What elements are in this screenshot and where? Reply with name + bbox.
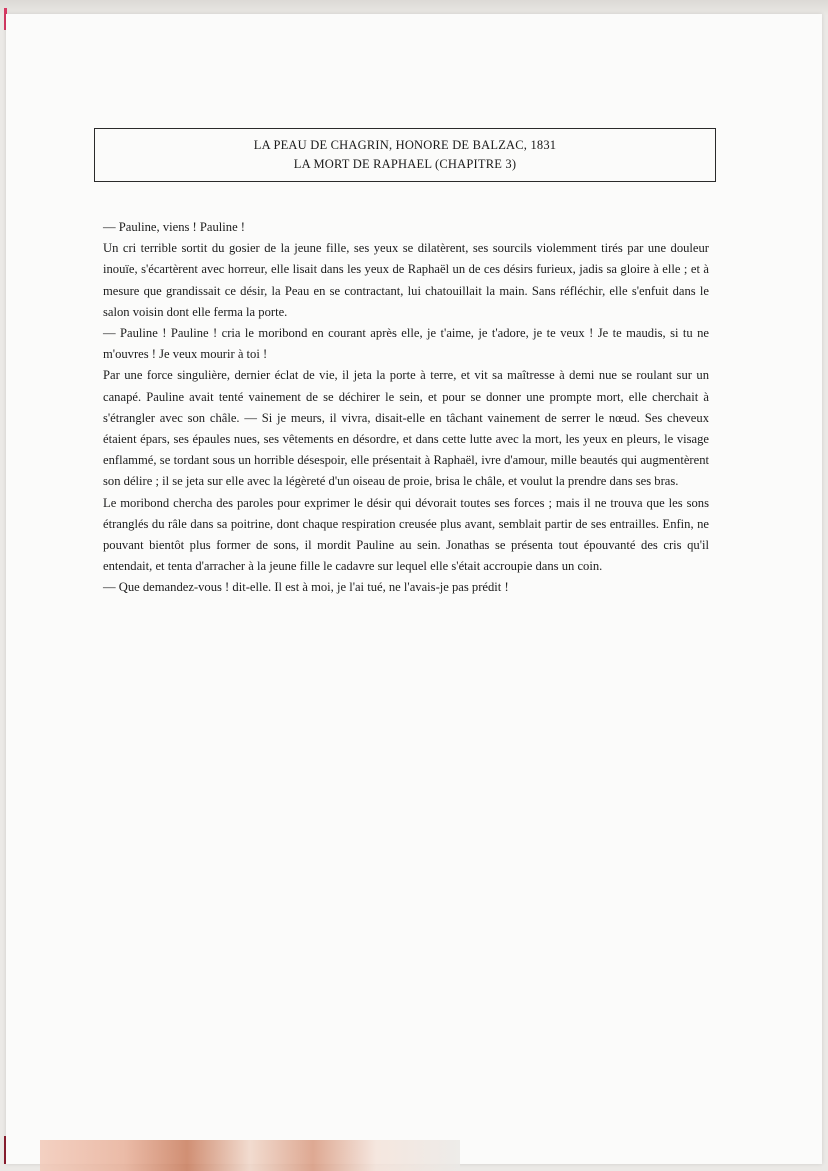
paragraph-6: — Que demandez-vous ! dit-elle. Il est à moi, je l'ai tué, ne l'avais-je pas prédit ! [103, 580, 509, 595]
title-line-1: LA PEAU DE CHAGRIN, HONORE DE BALZAC, 1831 [253, 138, 557, 152]
background-fabric [40, 1140, 460, 1171]
paragraph-3: — Pauline ! Pauline ! cria le moribond en courant après elle, je t'aime, je t'adore, je te veux ! Je te maudis, si tu ne m'ouvres ! Je veux mourir à toi ! [103, 326, 709, 362]
paragraph-5: Le moribond chercha des paroles pour exprimer le désir qui dévorait toutes ses forces ; mais il ne trouva que les sons étranglés du râle dans sa poitrine, dont chaque respiration creusée plus avant, semblait partir de ses entrailles. Enfin, ne pouvant bientôt plus former de sons, il mordit Pauline au sein. Jonathas se présenta tout épouvanté des cris qu'il entendait, et tenta d'arracher à la jeune fille le cadavre sur lequel elle s'était accroupie dans un coin. [103, 495, 709, 574]
title-line-2: LA MORT DE RAPHAEL (CHAPITRE 3) [293, 157, 517, 171]
title-box [94, 128, 716, 182]
paragraph-4: Par une force singulière, dernier éclat de vie, il jeta la porte à terre, et vit sa maîtresse à demi nue se roulant sur un canapé. Pauline avait tenté vainement de se déchirer le sein, et pour se donner une prompte mort, elle cherchait à s'étrangler avec son châle. — Si je meurs, il vivra, disait-elle en tâchant vainement de serrer le nœud. Ses cheveux étaient épars, ses épaules nues, ses vêtements en désordre, et dans cette lutte avec la mort, les yeux en pleurs, le visage enflammé, se tordant sous un horrible désespoir, elle présentait à Raphaël, ivre d'amour, mille beautés qui augmentèrent son délire ; il se jeta sur elle avec la légèreté d'un oiseau de proie, brisa le châle, et voulut la prendre dans ses bras. [103, 368, 709, 489]
paragraph-2: Un cri terrible sortit du gosier de la jeune fille, ses yeux se dilatèrent, ses sourcils violemment tirés par une douleur inouïe, s'écartèrent avec horreur, elle lisait dans les yeux de Raphaël un de ces désirs furieux, jadis sa gloire à elle ; et à mesure que grandissait ce désir, la Peau en se contractant, lui chatouillait la main. Sans réfléchir, elle s'enfuit dans le salon voisin dont elle ferma la porte. [103, 241, 709, 319]
paragraph-1: — Pauline, viens ! Pauline ! [103, 220, 246, 234]
text-body [103, 217, 709, 599]
